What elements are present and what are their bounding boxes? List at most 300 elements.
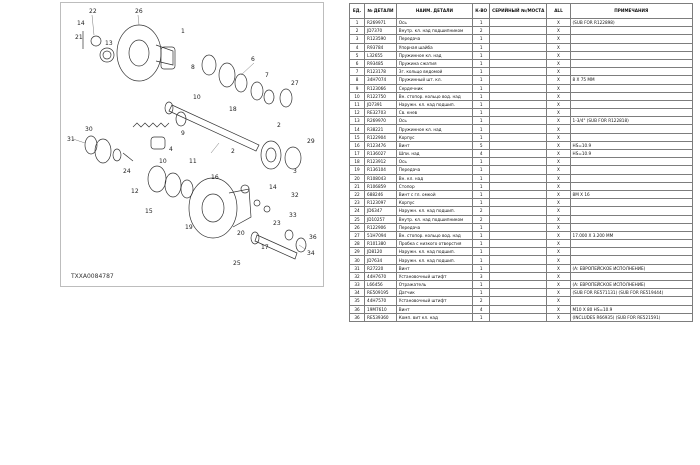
table-row: [350, 59, 693, 67]
cell-notes: [570, 100, 692, 108]
cell-part-number: R269970: [365, 117, 397, 125]
cell-all: X: [547, 84, 570, 92]
cell-all: X: [547, 141, 570, 149]
svg-text:30: 30: [85, 126, 93, 133]
cell-serial: [490, 190, 547, 198]
svg-text:21: 21: [75, 34, 83, 41]
table-row: [350, 133, 693, 141]
cell-quantity: 1: [473, 223, 490, 231]
svg-text:17: 17: [261, 244, 269, 251]
header-serial: СЕРИЙНЫЙ №/МОСТА: [490, 4, 547, 19]
svg-text:2: 2: [277, 122, 281, 129]
cell-all: X: [547, 76, 570, 84]
cell-part-name: Сердечник: [396, 84, 472, 92]
svg-text:32: 32: [291, 192, 299, 199]
cell-part-number: 44H7670: [365, 272, 397, 280]
cell-part-name: Винт: [396, 264, 472, 272]
cell-notes: [570, 125, 692, 133]
svg-text:22: 22: [89, 8, 97, 15]
cell-all: X: [547, 174, 570, 182]
cell-all: X: [547, 215, 570, 223]
cell-all: X: [547, 297, 570, 305]
cell-notes: (А: ЕВРОПЕЙСКОЕ ИСПОЛНЕНИЕ): [570, 281, 692, 289]
cell-quantity: 1: [473, 76, 490, 84]
cell-item: 8: [350, 76, 365, 84]
cell-quantity: 1: [473, 199, 490, 207]
cell-serial: [490, 207, 547, 215]
cell-notes: [570, 223, 692, 231]
svg-text:24: 24: [123, 168, 131, 175]
cell-part-number: L66456: [365, 281, 397, 289]
table-row: [350, 174, 693, 182]
cell-notes: [570, 35, 692, 43]
cell-part-name: Внутр. кл. над подшипником: [396, 215, 472, 223]
table-row: [350, 68, 693, 76]
cell-item: 11: [350, 100, 365, 108]
cell-part-name: Пробка с низкого отверстия: [396, 240, 472, 248]
cell-item: 14: [350, 125, 365, 133]
cell-quantity: 1: [473, 84, 490, 92]
cell-part-name: Стопор: [396, 182, 472, 190]
cell-part-name: Пружинный шт. кл.: [396, 76, 472, 84]
cell-quantity: 1: [473, 109, 490, 117]
cell-all: X: [547, 289, 570, 297]
cell-notes: [570, 43, 692, 51]
cell-serial: [490, 313, 547, 321]
cell-part-name: Передача: [396, 35, 472, 43]
cell-notes: HS=10.9: [570, 141, 692, 149]
header-part-name: НАИМ. ДЕТАЛИ: [396, 4, 472, 19]
cell-part-number: R122906: [365, 223, 397, 231]
cell-serial: [490, 100, 547, 108]
cell-item: 7: [350, 68, 365, 76]
lower-housing: [189, 178, 237, 238]
svg-text:34: 34: [307, 250, 315, 257]
cell-quantity: 1: [473, 133, 490, 141]
svg-text:26: 26: [135, 8, 143, 15]
svg-text:7: 7: [265, 72, 269, 79]
cell-item: 17: [350, 150, 365, 158]
cell-item: 32: [350, 272, 365, 280]
cell-serial: [490, 92, 547, 100]
table-row: [350, 190, 693, 198]
cell-serial: [490, 43, 547, 51]
cell-quantity: 1: [473, 264, 490, 272]
cell-part-number: R123066: [365, 84, 397, 92]
cell-all: X: [547, 35, 570, 43]
cell-quantity: 3: [473, 272, 490, 280]
cell-all: X: [547, 240, 570, 248]
cell-part-number: R123590: [365, 35, 397, 43]
table-row: [350, 248, 693, 256]
cell-quantity: 2: [473, 27, 490, 35]
table-row: [350, 84, 693, 92]
cell-part-name: Зг. кольцо ведомой: [396, 68, 472, 76]
svg-text:10: 10: [159, 158, 167, 165]
table-header-row: [350, 4, 693, 19]
cell-quantity: 4: [473, 150, 490, 158]
cell-serial: [490, 248, 547, 256]
cell-serial: [490, 240, 547, 248]
cell-serial: [490, 158, 547, 166]
cell-item: 15: [350, 133, 365, 141]
cell-all: X: [547, 19, 570, 27]
cell-item: 29: [350, 248, 365, 256]
cell-serial: [490, 141, 547, 149]
cell-serial: [490, 68, 547, 76]
cell-part-number: JD8120: [365, 248, 397, 256]
table-row: [350, 125, 693, 133]
cell-all: X: [547, 256, 570, 264]
cell-part-name: Датчик: [396, 289, 472, 297]
svg-text:13: 13: [105, 40, 113, 47]
cell-all: X: [547, 182, 570, 190]
svg-text:11: 11: [189, 158, 197, 165]
svg-text:23: 23: [273, 220, 281, 227]
cell-quantity: 1: [473, 92, 490, 100]
cell-serial: [490, 166, 547, 174]
cell-item: 21: [350, 182, 365, 190]
cell-notes: [570, 199, 692, 207]
cell-item: 33: [350, 281, 365, 289]
cell-part-name: Передача: [396, 223, 472, 231]
table-row: [350, 264, 693, 272]
cell-all: X: [547, 158, 570, 166]
table-row: [350, 51, 693, 59]
cell-notes: [570, 215, 692, 223]
cell-item: 27: [350, 231, 365, 239]
cell-part-name: Пружинное кл. над: [396, 51, 472, 59]
table-row: [350, 240, 693, 248]
cell-quantity: 1: [473, 43, 490, 51]
cell-serial: [490, 174, 547, 182]
cell-item: 16: [350, 141, 365, 149]
cell-serial: [490, 27, 547, 35]
cell-item: 9: [350, 84, 365, 92]
table-row: [350, 281, 693, 289]
cell-part-number: R123178: [365, 68, 397, 76]
cell-notes: [570, 51, 692, 59]
cell-part-number: R269971: [365, 19, 397, 27]
cell-notes: [570, 166, 692, 174]
header-notes: ПРИМЕЧАНИЯ: [570, 4, 692, 19]
cell-quantity: 1: [473, 51, 490, 59]
svg-text:8: 8: [191, 64, 195, 71]
table-row: [350, 215, 693, 223]
table-row: [350, 182, 693, 190]
cell-part-name: Передача: [396, 166, 472, 174]
cell-serial: [490, 231, 547, 239]
cell-all: X: [547, 68, 570, 76]
cell-part-name: Вн. кл. над: [396, 174, 472, 182]
cell-part-number: RE509195: [365, 289, 397, 297]
cell-serial: [490, 19, 547, 27]
cell-notes: [570, 84, 692, 92]
cell-part-name: Винт с гл. омкой: [396, 190, 472, 198]
cell-serial: [490, 256, 547, 264]
table-row: [350, 150, 693, 158]
svg-text:16: 16: [211, 174, 219, 181]
cell-notes: [570, 68, 692, 76]
cell-serial: [490, 199, 547, 207]
cell-all: X: [547, 27, 570, 35]
cell-serial: [490, 215, 547, 223]
cell-part-name: Внутр. кл. над подшипником: [396, 27, 472, 35]
cell-part-name: Пружина сжатия: [396, 59, 472, 67]
cell-item: 10: [350, 92, 365, 100]
cell-quantity: 1: [473, 59, 490, 67]
svg-text:31: 31: [67, 136, 75, 143]
cell-part-number: R93784: [365, 43, 397, 51]
cell-all: X: [547, 109, 570, 117]
cell-notes: [570, 272, 692, 280]
cell-all: X: [547, 125, 570, 133]
cell-notes: [570, 297, 692, 305]
cell-notes: 17.000 X 3.200 MM: [570, 231, 692, 239]
cell-notes: [570, 248, 692, 256]
svg-text:15: 15: [145, 208, 153, 215]
cell-part-number: 34H7074: [365, 76, 397, 84]
cell-all: X: [547, 231, 570, 239]
cell-notes: [570, 158, 692, 166]
cell-serial: [490, 76, 547, 84]
cell-quantity: 1: [473, 158, 490, 166]
cell-quantity: 1: [473, 248, 490, 256]
table-row: [350, 223, 693, 231]
cell-item: 22: [350, 190, 365, 198]
cell-all: X: [547, 51, 570, 59]
cell-quantity: 1: [473, 231, 490, 239]
cell-quantity: 1: [473, 313, 490, 321]
cell-notes: [570, 174, 692, 182]
exploded-view-svg: [61, 3, 323, 286]
cell-item: 1: [350, 19, 365, 27]
cell-notes: [570, 256, 692, 264]
cell-item: 2: [350, 27, 365, 35]
cell-all: X: [547, 117, 570, 125]
table-row: [350, 117, 693, 125]
cell-item: 12: [350, 109, 365, 117]
svg-text:25: 25: [233, 260, 241, 267]
cell-part-number: 44H7570: [365, 297, 397, 305]
cell-notes: [570, 92, 692, 100]
cell-notes: 1-3/4" (SUB FOR R122818): [570, 117, 692, 125]
main-shaft: [169, 105, 259, 151]
cell-part-number: 19M7610: [365, 305, 397, 313]
cell-part-name: Вн. стопор. кольцо вод. над: [396, 231, 472, 239]
cell-part-name: Установочный штифт: [396, 272, 472, 280]
cell-part-name: Отражатель: [396, 281, 472, 289]
cell-quantity: 1: [473, 182, 490, 190]
cell-part-number: RE32703: [365, 109, 397, 117]
cell-item: 35: [350, 297, 365, 305]
cell-part-name: Пружинное кл. над: [396, 125, 472, 133]
cell-all: X: [547, 100, 570, 108]
cell-part-name: Ось: [396, 158, 472, 166]
cell-part-name: Винт: [396, 141, 472, 149]
svg-text:9: 9: [181, 130, 185, 137]
cell-quantity: 5: [473, 141, 490, 149]
cell-quantity: 1: [473, 240, 490, 248]
cell-part-name: Корпус: [396, 133, 472, 141]
cell-part-name: Комп. вит кл. над: [396, 313, 472, 321]
cell-part-number: R123476: [365, 141, 397, 149]
cell-part-number: 688246: [365, 190, 397, 198]
cell-serial: [490, 182, 547, 190]
header-item: ЕД.: [350, 4, 365, 19]
cell-all: X: [547, 133, 570, 141]
cell-quantity: 1: [473, 166, 490, 174]
cell-item: 5: [350, 51, 365, 59]
cell-part-name: Наружн. кл. над подшип.: [396, 256, 472, 264]
cell-item: 4: [350, 43, 365, 51]
cell-all: X: [547, 59, 570, 67]
table-row: [350, 297, 693, 305]
svg-text:2: 2: [231, 148, 235, 155]
table-row: [350, 272, 693, 280]
cell-part-name: Наружн. кл. над подшип.: [396, 248, 472, 256]
cell-item: 23: [350, 199, 365, 207]
cell-notes: (А: ЕВРОПЕЙСКОЕ ИСПОЛНЕНИЕ): [570, 264, 692, 272]
cell-serial: [490, 109, 547, 117]
cell-serial: [490, 305, 547, 313]
cell-quantity: 1: [473, 100, 490, 108]
cell-item: 25: [350, 215, 365, 223]
cell-part-number: R101380: [365, 240, 397, 248]
svg-text:36: 36: [309, 234, 317, 241]
cell-quantity: 4: [473, 305, 490, 313]
cell-part-number: JD7370: [365, 27, 397, 35]
table-row: [350, 27, 693, 35]
svg-text:27: 27: [291, 80, 299, 87]
cell-all: X: [547, 207, 570, 215]
table-row: [350, 100, 693, 108]
svg-text:10: 10: [193, 94, 201, 101]
cell-all: X: [547, 281, 570, 289]
cell-quantity: 1: [473, 68, 490, 76]
table-row: [350, 109, 693, 117]
svg-text:20: 20: [237, 230, 245, 237]
cell-part-number: L32655: [365, 51, 397, 59]
cell-notes: (SUB FOR R122898): [570, 19, 692, 27]
cell-all: X: [547, 92, 570, 100]
cell-part-number: JD6347: [365, 207, 397, 215]
svg-text:1: 1: [181, 28, 185, 35]
cell-quantity: 1: [473, 289, 490, 297]
cell-part-number: R108043: [365, 174, 397, 182]
cell-part-number: R136027: [365, 150, 397, 158]
cell-item: 30: [350, 256, 365, 264]
table-row: [350, 76, 693, 84]
cell-quantity: 1: [473, 117, 490, 125]
table-body: [350, 19, 693, 322]
cell-part-name: Ось: [396, 117, 472, 125]
svg-text:3: 3: [293, 168, 297, 175]
table-row: [350, 231, 693, 239]
cell-serial: [490, 84, 547, 92]
table-row: [350, 158, 693, 166]
table-row: [350, 166, 693, 174]
cell-part-number: 51H7094: [365, 231, 397, 239]
svg-text:19: 19: [185, 224, 193, 231]
cell-part-number: R136104: [365, 166, 397, 174]
svg-text:6: 6: [251, 56, 255, 63]
cell-part-number: JD7634: [365, 256, 397, 264]
table-row: [350, 35, 693, 43]
cell-item: 34: [350, 289, 365, 297]
table-row: [350, 256, 693, 264]
header-all: ALL: [547, 4, 570, 19]
cell-serial: [490, 59, 547, 67]
cell-part-number: R27220: [365, 264, 397, 272]
cell-item: 31: [350, 264, 365, 272]
cell-all: X: [547, 248, 570, 256]
cell-all: X: [547, 264, 570, 272]
upper-housing: [117, 25, 161, 81]
cell-part-number: R122904: [365, 133, 397, 141]
cell-quantity: 1: [473, 256, 490, 264]
cell-serial: [490, 150, 547, 158]
cell-notes: HS=10.9: [570, 150, 692, 158]
cell-part-name: Св. кнев: [396, 109, 472, 117]
cell-item: 26: [350, 223, 365, 231]
cell-item: 24: [350, 207, 365, 215]
spring-part: [133, 123, 169, 127]
table-row: [350, 43, 693, 51]
cell-item: 20: [350, 174, 365, 182]
cell-quantity: 2: [473, 297, 490, 305]
cell-quantity: 1: [473, 174, 490, 182]
table-row: [350, 199, 693, 207]
figure-reference-code: TXXA0084787: [71, 273, 114, 280]
cell-quantity: 2: [473, 207, 490, 215]
cell-notes: 8M X 16: [570, 190, 692, 198]
cell-quantity: 1: [473, 125, 490, 133]
cell-serial: [490, 297, 547, 305]
cell-part-number: R38221: [365, 125, 397, 133]
cell-part-name: Корпус: [396, 199, 472, 207]
cell-part-name: Установочный штифт: [396, 297, 472, 305]
cell-serial: [490, 281, 547, 289]
cell-part-name: Наружн. кл. над подшип.: [396, 207, 472, 215]
header-quantity: К-ВО: [473, 4, 490, 19]
exploded-parts-diagram: [60, 2, 324, 287]
cell-notes: [570, 182, 692, 190]
cell-item: 19: [350, 166, 365, 174]
cell-quantity: 1: [473, 35, 490, 43]
cell-part-number: R123912: [365, 158, 397, 166]
table-row: [350, 141, 693, 149]
cell-all: X: [547, 305, 570, 313]
cell-part-name: Наружн. кл. над подшип.: [396, 100, 472, 108]
table-row: [350, 289, 693, 297]
cell-notes: [570, 27, 692, 35]
cell-part-name: Упорная шайба: [396, 43, 472, 51]
svg-text:4: 4: [169, 146, 173, 153]
cell-serial: [490, 223, 547, 231]
cell-part-number: R122750: [365, 92, 397, 100]
cell-all: X: [547, 190, 570, 198]
cell-serial: [490, 117, 547, 125]
parts-table: [349, 3, 693, 322]
svg-text:18: 18: [229, 106, 237, 113]
cell-serial: [490, 289, 547, 297]
cell-notes: M10 X 80 HS=10.9: [570, 305, 692, 313]
cell-notes: (INCLUDES R66935) (SUB FOR RE521591): [570, 313, 692, 321]
cell-all: X: [547, 199, 570, 207]
cell-all: X: [547, 166, 570, 174]
cell-item: 3: [350, 35, 365, 43]
